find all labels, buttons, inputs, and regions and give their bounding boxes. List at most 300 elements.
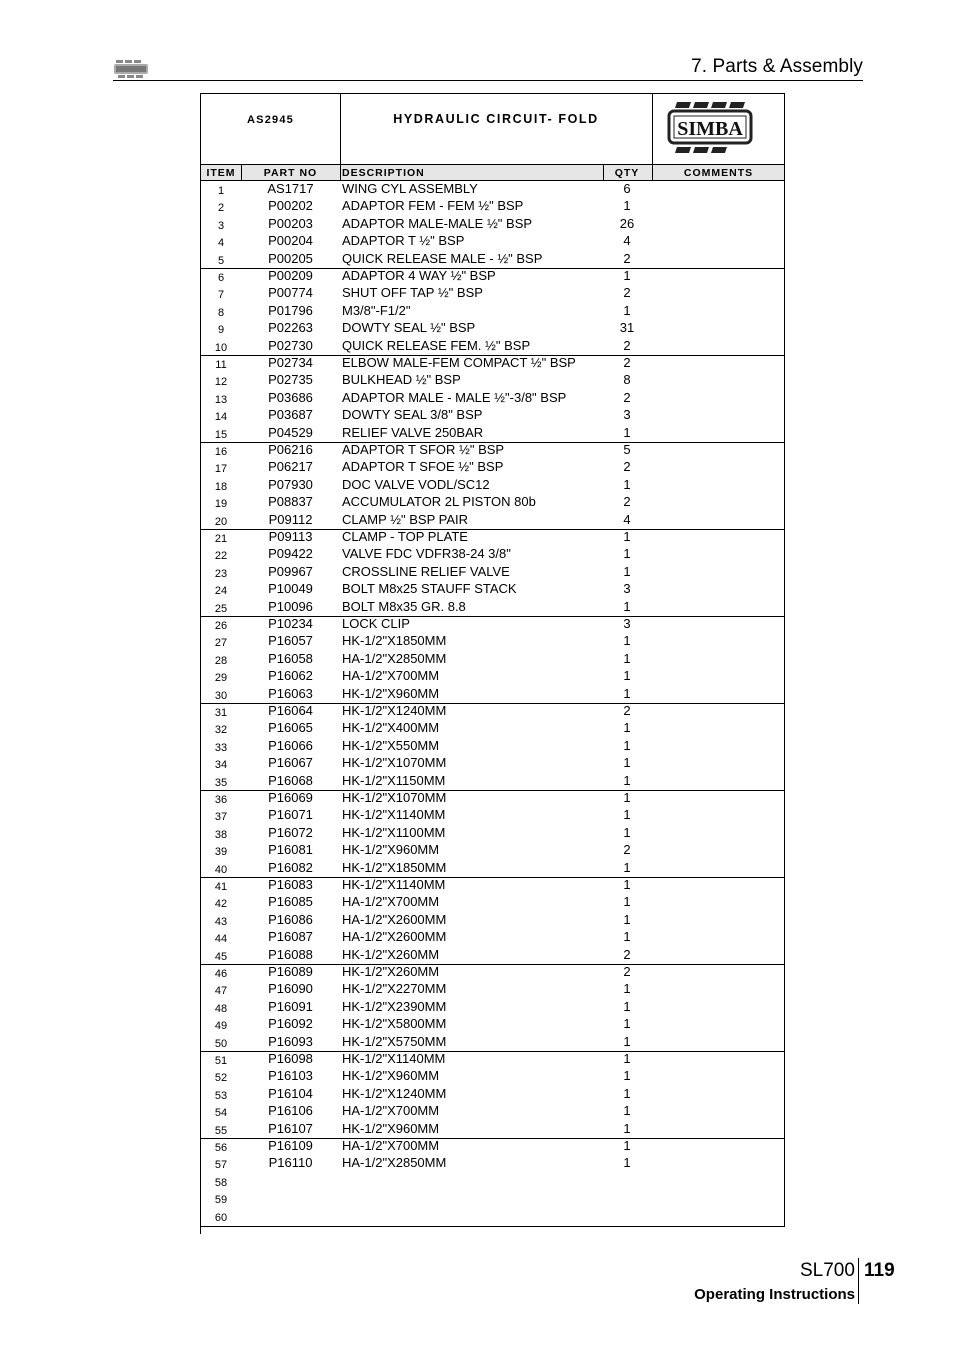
part-number: P02263 — [268, 320, 313, 336]
item-number: 30 — [214, 689, 228, 702]
table-row — [201, 599, 784, 616]
part-number: P09967 — [268, 563, 313, 579]
part-quantity: 26 — [619, 215, 635, 231]
table-row — [201, 320, 784, 337]
part-number: P16069 — [268, 790, 313, 805]
part-number: P00209 — [268, 268, 313, 283]
part-quantity: 1 — [623, 859, 631, 875]
table-row — [201, 251, 784, 268]
group-divider — [201, 268, 784, 269]
part-number: P16089 — [268, 964, 313, 979]
part-number: P16058 — [268, 650, 313, 666]
part-quantity: 5 — [623, 442, 631, 457]
item-number: 44 — [214, 933, 228, 946]
part-number: P09422 — [268, 546, 313, 562]
item-number: 9 — [217, 324, 225, 337]
item-number: 17 — [214, 463, 228, 476]
part-description: HK-1/2"X1100MM — [342, 824, 446, 840]
part-number: P16109 — [268, 1138, 313, 1153]
item-number: 27 — [214, 637, 228, 650]
col-divider — [652, 164, 653, 181]
table-row — [201, 1208, 784, 1225]
col-divider — [603, 164, 604, 181]
part-quantity: 2 — [623, 459, 631, 475]
part-quantity: 1 — [623, 563, 631, 579]
part-description: CLAMP ½" BSP PAIR — [342, 511, 469, 527]
table-row — [201, 372, 784, 389]
part-number: P16093 — [268, 1033, 313, 1049]
table-row — [201, 842, 784, 859]
item-number: 36 — [214, 794, 228, 806]
part-quantity: 1 — [623, 824, 631, 840]
part-description: HK-1/2"X5800MM — [342, 1016, 447, 1032]
part-description: CROSSLINE RELIEF VALVE — [342, 563, 510, 579]
part-number: P16086 — [268, 911, 313, 927]
part-description: HK-1/2"X1140MM — [342, 807, 446, 823]
part-number: P16082 — [268, 859, 313, 875]
part-number: P16085 — [268, 894, 313, 910]
item-number: 46 — [214, 968, 228, 980]
part-quantity: 1 — [623, 894, 631, 910]
part-description: HA-1/2"X2600MM — [342, 929, 447, 945]
table-row — [201, 1103, 784, 1120]
item-number: 55 — [214, 1124, 228, 1137]
table-row — [201, 1190, 784, 1207]
col-item: ITEM — [206, 167, 236, 179]
part-number: P01796 — [268, 302, 313, 318]
part-quantity: 1 — [623, 633, 631, 649]
table-row — [201, 1138, 784, 1155]
part-number: P16081 — [268, 842, 313, 858]
item-number: 29 — [214, 672, 228, 685]
part-quantity: 31 — [619, 320, 635, 336]
item-number: 59 — [214, 1194, 228, 1207]
part-quantity: 1 — [623, 598, 631, 614]
part-quantity: 1 — [623, 1016, 631, 1032]
table-row — [201, 355, 784, 372]
footer-subtitle: Operating Instructions — [694, 1286, 855, 1303]
part-description: HK-1/2"X550MM — [342, 737, 440, 753]
part-description: HA-1/2"X700MM — [342, 894, 440, 910]
part-description: ADAPTOR FEM - FEM ½" BSP — [342, 198, 524, 214]
footer-divider — [858, 1258, 859, 1304]
part-quantity: 2 — [623, 964, 631, 979]
item-number: 52 — [214, 1072, 228, 1085]
part-quantity: 1 — [623, 981, 631, 997]
table-row — [201, 912, 784, 929]
part-description: ADAPTOR 4 WAY ½" BSP — [342, 268, 496, 283]
header-rule — [113, 80, 863, 81]
part-number: P16065 — [268, 720, 313, 736]
part-description: CLAMP - TOP PLATE — [342, 529, 468, 544]
table-row — [201, 807, 784, 824]
part-description: ACCUMULATOR 2L PISTON 80b — [342, 494, 536, 510]
part-number: P06217 — [268, 459, 313, 475]
part-quantity: 1 — [623, 1120, 631, 1136]
table-row — [201, 1016, 784, 1033]
table-row — [201, 459, 784, 476]
col-divider — [340, 164, 341, 181]
table-row — [201, 581, 784, 598]
part-description: HK-1/2"X1070MM — [342, 755, 447, 771]
part-description: HK-1/2"X260MM — [342, 964, 440, 979]
part-quantity: 1 — [623, 755, 631, 771]
table-row — [201, 877, 784, 894]
part-quantity: 2 — [623, 355, 631, 370]
item-number: 24 — [214, 585, 228, 598]
part-description: HK-1/2"X1140MM — [342, 877, 446, 892]
part-number: P16067 — [268, 755, 313, 771]
item-number: 34 — [214, 759, 228, 772]
table-row — [201, 894, 784, 911]
part-description: QUICK RELEASE MALE - ½" BSP — [342, 250, 543, 266]
item-number: 18 — [214, 480, 228, 493]
item-number: 45 — [214, 950, 228, 963]
part-quantity: 1 — [623, 737, 631, 753]
part-quantity: 2 — [623, 285, 631, 301]
part-quantity: 1 — [623, 650, 631, 666]
item-number: 15 — [214, 428, 228, 441]
part-quantity: 3 — [623, 616, 631, 631]
part-description: HK-1/2"X2270MM — [342, 981, 447, 997]
part-description: ELBOW MALE-FEM COMPACT ½" BSP — [342, 355, 576, 370]
part-quantity: 1 — [623, 302, 631, 318]
part-quantity: 1 — [623, 1138, 631, 1153]
part-number: P16066 — [268, 737, 313, 753]
table-row — [201, 929, 784, 946]
item-number: 40 — [214, 863, 228, 876]
part-description: BOLT M8x35 GR. 8.8 — [342, 598, 466, 614]
item-number: 37 — [214, 811, 228, 824]
part-number: P16106 — [268, 1103, 313, 1119]
group-divider — [201, 442, 784, 443]
table-row — [201, 1086, 784, 1103]
item-number: 3 — [217, 219, 225, 232]
table-row — [201, 1051, 784, 1068]
part-number: P16087 — [268, 929, 313, 945]
part-number: AS1717 — [267, 181, 314, 196]
item-number: 26 — [214, 620, 228, 632]
table-row — [201, 686, 784, 703]
item-number: 14 — [214, 411, 228, 424]
item-number: 10 — [214, 341, 228, 354]
part-quantity: 1 — [623, 529, 631, 544]
item-number: 53 — [214, 1089, 228, 1102]
group-divider — [201, 964, 784, 965]
group-divider — [201, 1051, 784, 1052]
part-number: P09112 — [268, 511, 313, 527]
table-row — [201, 494, 784, 511]
part-quantity: 1 — [623, 1068, 631, 1084]
part-number: P00205 — [268, 250, 313, 266]
part-quantity: 1 — [623, 424, 631, 440]
table-row — [201, 1155, 784, 1172]
part-number: P16057 — [268, 633, 313, 649]
part-quantity: 1 — [623, 476, 631, 492]
part-number: P07930 — [268, 476, 313, 492]
group-divider — [201, 1138, 784, 1139]
part-description: HK-1/2"X1150MM — [342, 772, 446, 788]
item-number: 42 — [214, 898, 228, 911]
col-comments: COMMENTS — [683, 167, 754, 179]
part-quantity: 1 — [623, 1103, 631, 1119]
part-quantity: 1 — [623, 1085, 631, 1101]
table-row — [201, 181, 784, 198]
part-number: P02730 — [268, 337, 313, 353]
item-number: 50 — [214, 1037, 228, 1050]
part-description: HK-1/2"X5750MM — [342, 1033, 447, 1049]
item-number: 32 — [214, 724, 228, 737]
part-description: HK-1/2"X1070MM — [342, 790, 447, 805]
part-description: QUICK RELEASE FEM. ½" BSP — [342, 337, 531, 353]
parts-sheet — [200, 93, 785, 1227]
part-number: P00203 — [268, 215, 313, 231]
part-quantity: 1 — [623, 1155, 631, 1171]
item-number: 54 — [214, 1107, 228, 1120]
table-row — [201, 477, 784, 494]
item-number: 43 — [214, 915, 228, 928]
item-number: 19 — [214, 498, 228, 511]
part-description: HA-1/2"X2600MM — [342, 911, 447, 927]
part-number: P10049 — [268, 581, 313, 597]
table-row — [201, 512, 784, 529]
item-number: 21 — [214, 533, 228, 545]
item-number: 25 — [214, 602, 228, 615]
part-quantity: 1 — [623, 720, 631, 736]
part-description: DOWTY SEAL ½" BSP — [342, 320, 476, 336]
table-row — [201, 390, 784, 407]
part-number: P16062 — [268, 668, 313, 684]
part-number: P09113 — [268, 529, 313, 544]
part-number: P16064 — [268, 703, 313, 718]
part-quantity: 1 — [623, 546, 631, 562]
part-number: P16088 — [268, 946, 313, 962]
item-number: 16 — [214, 446, 228, 458]
part-description: WING CYL ASSEMBLY — [342, 181, 478, 196]
table-row — [201, 981, 784, 998]
model-name: SL700 — [800, 1260, 855, 1281]
part-quantity: 3 — [623, 407, 631, 423]
part-description: HK-1/2"X400MM — [342, 720, 440, 736]
part-quantity: 1 — [623, 929, 631, 945]
table-row — [201, 720, 784, 737]
item-number: 38 — [214, 828, 228, 841]
group-divider — [201, 529, 784, 530]
item-number: 23 — [214, 567, 228, 580]
part-description: HA-1/2"X700MM — [342, 1138, 440, 1153]
sheet-tick — [200, 1226, 201, 1234]
simba-logo-icon — [667, 100, 753, 156]
table-row — [201, 425, 784, 442]
part-number: P16098 — [268, 1051, 313, 1066]
part-description: HK-1/2"X1850MM — [342, 859, 447, 875]
part-number: P16083 — [268, 877, 313, 892]
item-number: 20 — [214, 515, 228, 528]
part-quantity: 1 — [623, 1033, 631, 1049]
item-number: 49 — [214, 1020, 228, 1033]
part-quantity: 1 — [623, 911, 631, 927]
part-quantity: 2 — [623, 494, 631, 510]
part-quantity: 2 — [623, 250, 631, 266]
part-description: HK-1/2"X260MM — [342, 946, 440, 962]
part-quantity: 2 — [623, 389, 631, 405]
table-row — [201, 755, 784, 772]
part-description: HK-1/2"X960MM — [342, 1068, 440, 1084]
table-row — [201, 1068, 784, 1085]
part-quantity: 1 — [623, 772, 631, 788]
part-number: P16103 — [268, 1068, 313, 1084]
part-quantity: 2 — [623, 842, 631, 858]
item-number: 4 — [217, 237, 225, 250]
item-number: 7 — [217, 289, 225, 302]
item-number: 13 — [214, 393, 228, 406]
item-number: 2 — [217, 202, 225, 215]
part-description: VALVE FDC VDFR38-24 3/8" — [342, 546, 511, 562]
part-quantity: 1 — [623, 268, 631, 283]
part-number: P10096 — [268, 598, 313, 614]
part-number: P06216 — [268, 442, 313, 457]
part-description: BULKHEAD ½" BSP — [342, 372, 461, 388]
table-row — [201, 233, 784, 250]
part-description: ADAPTOR MALE-MALE ½" BSP — [342, 215, 533, 231]
part-description: SHUT OFF TAP ½" BSP — [342, 285, 483, 301]
table-row — [201, 338, 784, 355]
part-description: DOWTY SEAL 3/8" BSP — [342, 407, 483, 423]
table-row — [201, 825, 784, 842]
col-description: DESCRIPTION — [342, 167, 425, 179]
part-quantity: 1 — [623, 668, 631, 684]
table-row — [201, 1034, 784, 1051]
item-number: 31 — [214, 707, 228, 719]
item-number: 5 — [217, 254, 225, 267]
item-number: 33 — [214, 741, 228, 754]
table-row — [201, 216, 784, 233]
item-number: 1 — [217, 185, 225, 197]
table-row — [201, 947, 784, 964]
part-description: BOLT M8x25 STAUFF STACK — [342, 581, 517, 597]
column-header-row — [201, 164, 784, 181]
part-quantity: 1 — [623, 1051, 631, 1066]
item-number: 11 — [215, 359, 227, 371]
item-number: 51 — [214, 1055, 228, 1067]
table-row — [201, 860, 784, 877]
part-quantity: 3 — [623, 581, 631, 597]
part-number: P16110 — [268, 1155, 313, 1171]
item-number: 60 — [214, 1211, 228, 1224]
part-quantity: 1 — [623, 790, 631, 805]
table-row — [201, 616, 784, 633]
item-number: 57 — [214, 1159, 228, 1172]
part-description: HA-1/2"X700MM — [342, 668, 440, 684]
part-description: HK-1/2"X960MM — [342, 842, 440, 858]
table-row — [201, 564, 784, 581]
svg-text:SIMBA: SIMBA — [677, 118, 743, 140]
item-number: 48 — [214, 1002, 228, 1015]
part-description: HK-1/2"X960MM — [342, 685, 440, 701]
table-row — [201, 303, 784, 320]
assembly-code: AS2945 — [247, 114, 294, 126]
part-quantity: 1 — [623, 807, 631, 823]
part-number: P00774 — [268, 285, 313, 301]
part-quantity: 1 — [623, 685, 631, 701]
part-description: HA-1/2"X2850MM — [342, 650, 447, 666]
item-number: 12 — [214, 376, 228, 389]
item-number: 28 — [214, 654, 228, 667]
table-row — [201, 1121, 784, 1138]
part-number: P08837 — [268, 494, 313, 510]
table-row — [201, 529, 784, 546]
part-quantity: 2 — [623, 703, 631, 718]
item-number: 41 — [214, 881, 228, 893]
part-number: P03687 — [268, 407, 313, 423]
sheet-title: HYDRAULIC CIRCUIT- FOLD — [393, 112, 599, 126]
part-number: P16063 — [268, 685, 313, 701]
table-row — [201, 1173, 784, 1190]
table-row — [201, 442, 784, 459]
part-number: P04529 — [268, 424, 313, 440]
head-divider — [340, 94, 341, 164]
item-number: 22 — [214, 550, 228, 563]
part-quantity: 6 — [623, 181, 631, 196]
table-row — [201, 738, 784, 755]
part-number: P16104 — [268, 1085, 313, 1101]
part-number: P16072 — [268, 824, 313, 840]
part-quantity: 8 — [623, 372, 631, 388]
table-row — [201, 546, 784, 563]
part-description: HK-1/2"X1850MM — [342, 633, 447, 649]
item-number: 58 — [214, 1176, 228, 1189]
table-row — [201, 285, 784, 302]
table-row — [201, 407, 784, 424]
part-number: P03686 — [268, 389, 313, 405]
table-row — [201, 999, 784, 1016]
part-description: HA-1/2"X700MM — [342, 1103, 440, 1119]
part-number: P02734 — [268, 355, 313, 370]
part-description: HK-1/2"X2390MM — [342, 998, 447, 1014]
part-number: P16090 — [268, 981, 313, 997]
part-quantity: 2 — [623, 946, 631, 962]
part-number: P10234 — [268, 616, 313, 631]
part-quantity: 1 — [623, 198, 631, 214]
table-row — [201, 790, 784, 807]
part-number: P16068 — [268, 772, 313, 788]
part-description: M3/8"-F1/2" — [342, 302, 411, 318]
item-number: 39 — [214, 846, 228, 859]
table-row — [201, 651, 784, 668]
table-row — [201, 703, 784, 720]
item-number: 8 — [217, 306, 225, 319]
part-quantity: 2 — [623, 337, 631, 353]
group-divider — [201, 616, 784, 617]
part-description: RELIEF VALVE 250BAR — [342, 424, 484, 440]
group-divider — [201, 703, 784, 704]
part-number: P16071 — [268, 807, 313, 823]
table-row — [201, 668, 784, 685]
part-description: ADAPTOR MALE - MALE ½"-3/8" BSP — [342, 389, 567, 405]
table-row — [201, 964, 784, 981]
part-number: P02735 — [268, 372, 313, 388]
part-number: P00202 — [268, 198, 313, 214]
part-number: P16107 — [268, 1120, 313, 1136]
table-row — [201, 633, 784, 650]
item-number: 47 — [214, 985, 228, 998]
part-description: ADAPTOR T SFOE ½" BSP — [342, 459, 504, 475]
part-number: P16091 — [268, 998, 313, 1014]
section-title: 7. Parts & Assembly — [691, 56, 863, 77]
part-description: HA-1/2"X2850MM — [342, 1155, 447, 1171]
part-quantity: 4 — [623, 511, 631, 527]
part-quantity: 4 — [623, 233, 631, 249]
